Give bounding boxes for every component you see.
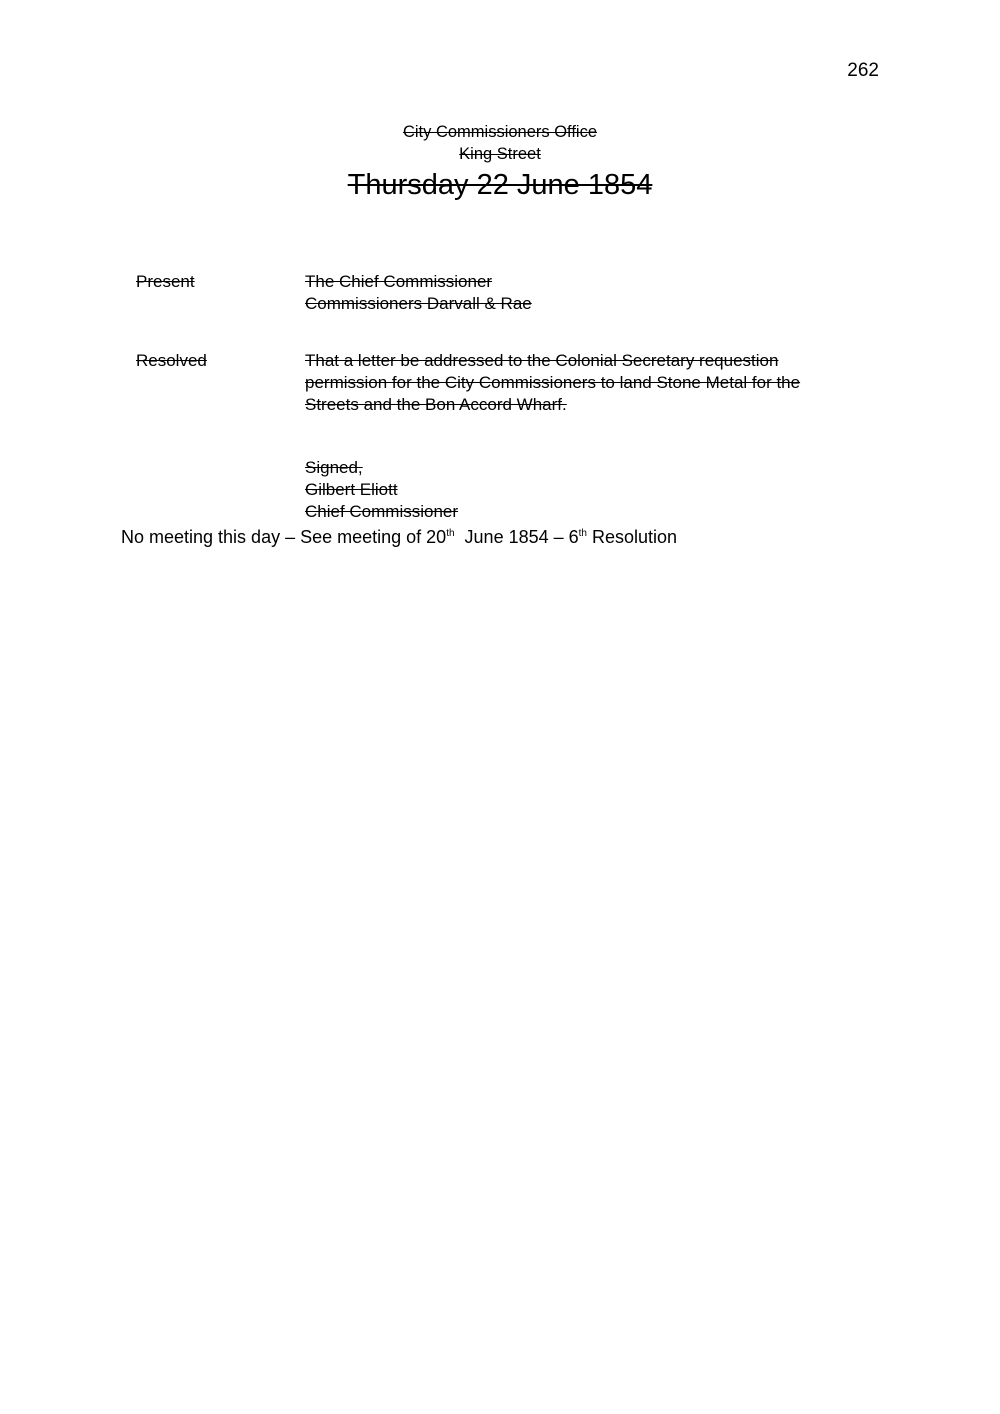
- signature-line: Signed,: [305, 458, 363, 477]
- note-ordinal: th: [578, 528, 587, 539]
- resolved-label: Resolved: [136, 351, 207, 370]
- resolution-line: Streets and the Bon Accord Wharf.: [305, 395, 567, 414]
- signature-block: [305, 457, 458, 523]
- minutes-header: [0, 121, 1000, 203]
- present-line: The Chief Commissioner: [305, 272, 493, 291]
- street-name: King Street: [459, 145, 541, 163]
- resolution-text: [305, 350, 865, 416]
- resolution-line: permission for the City Commissioners to land Stone Metal for the: [305, 373, 801, 392]
- meeting-date: Thursday 22 June 1854: [347, 169, 653, 201]
- note-text: June 1854 – 6: [454, 527, 579, 547]
- note-text: Resolution: [587, 527, 678, 547]
- signature-line: Chief Commissioner: [305, 502, 459, 521]
- resolution-line: That a letter be addressed to the Colonial Secretary requestion: [305, 351, 779, 370]
- note-text: No meeting this day – See meeting of 20: [121, 527, 447, 547]
- present-list: [305, 271, 532, 315]
- page-number: 262: [847, 60, 879, 81]
- signature-line: Gilbert Eliott: [305, 480, 398, 499]
- office-name: City Commissioners Office: [402, 123, 598, 141]
- present-line: Commissioners Darvall & Rae: [305, 294, 532, 313]
- present-label: Present: [136, 272, 195, 291]
- no-meeting-note: [121, 525, 677, 549]
- note-ordinal: th: [446, 528, 455, 539]
